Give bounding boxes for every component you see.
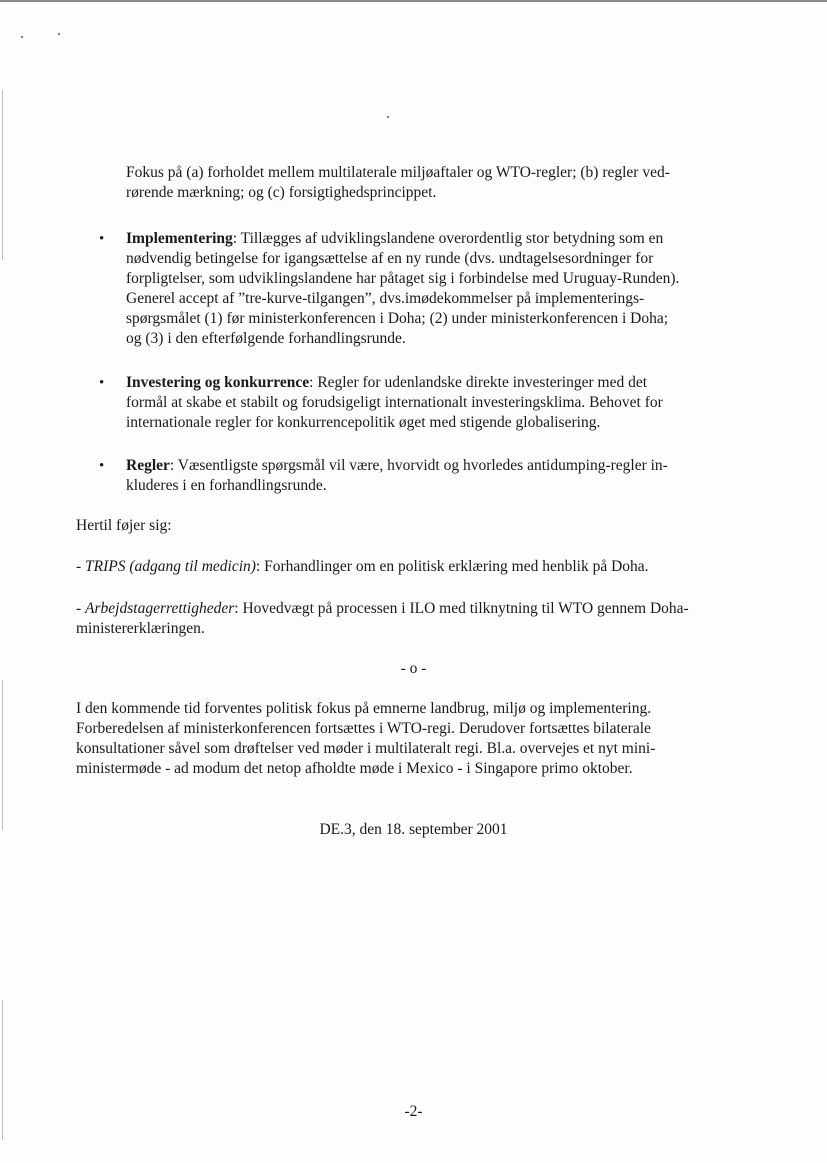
closing-line: Forberedelsen af ministerkonferencen fortsættes i WTO-regi. Derudover fortsættes bilaterale <box>76 720 651 737</box>
bullet-marker: • <box>99 375 105 391</box>
bullet-term: Implementering <box>126 230 233 247</box>
intro-line: rørende mærkning; og (c) forsigtighedsprincippet. <box>126 184 437 201</box>
bullet-line: : Tillægges af udviklingslandene overordentlig stor betydning som en <box>232 230 664 247</box>
dash-prefix: - <box>76 600 86 617</box>
trips-paragraph <box>76 557 756 577</box>
intro-line: Fokus på (a) forholdet mellem multilaterale miljøaftaler og WTO-regler; (b) regler ved- <box>126 164 670 181</box>
bullet-line: og (3) i den efterfølgende forhandlingsrunde. <box>126 330 406 347</box>
closing-line: konsultationer såvel som drøftelser ved møder i multilateralt regi. Bl.a. overvejes et nyt mini- <box>76 740 656 757</box>
trips-text: : Forhandlinger om en politisk erklæring med henblik på Doha. <box>255 558 649 575</box>
arbejd-topic: Arbejdstagerrettigheder <box>85 600 235 617</box>
scan-speck <box>387 116 389 118</box>
scan-left-edge <box>2 680 3 830</box>
signoff-date: DE.3, den 18. september 2001 <box>319 821 508 838</box>
closing-paragraph <box>76 699 756 779</box>
bullet-line: : Regler for udenlandske direkte investeringer med det <box>309 374 648 391</box>
bullet-regler <box>126 456 756 496</box>
bullet-line: kluderes i en forhandlingsrunde. <box>126 477 327 494</box>
trips-topic: TRIPS (adgang til medicin) <box>85 558 256 575</box>
closing-line: I den kommende tid forventes politisk fokus på emnerne landbrug, miljø og implementering. <box>76 700 652 717</box>
closing-line: ministermøde - ad modum det netop afholdte møde i Mexico - i Singapore primo oktober. <box>76 760 633 777</box>
bullet-implementering <box>126 229 756 349</box>
scan-speck <box>21 36 23 38</box>
bullet-marker: • <box>99 231 105 247</box>
bullet-line: : Væsentligste spørgsmål vil være, hvorvidt og hvorledes antidumping-regler in- <box>169 457 668 474</box>
page-number: -2- <box>404 1103 423 1120</box>
bullet-term: Regler <box>126 457 170 474</box>
scan-speck <box>58 33 60 35</box>
bullet-line: Generel accept af ”tre-kurve-tilgangen”, dvs.imødekommelser på implementerings- <box>126 290 645 307</box>
dash-prefix: - <box>76 558 86 575</box>
arbejd-text: : Hovedvægt på processen i ILO med tilknytning til WTO gennem Doha- <box>234 600 689 617</box>
hertil-line: Hertil føjer sig: <box>76 517 172 534</box>
scan-left-edge <box>2 90 3 260</box>
bullet-marker: • <box>99 458 105 474</box>
bullet-line: formål at skabe et stabilt og forudsigeligt internationalt investeringsklima. Behovet for <box>126 394 663 411</box>
bullet-line: internationale regler for konkurrencepolitik øget med stigende globalisering. <box>126 414 601 431</box>
section-separator: - o - <box>400 660 427 677</box>
bullet-line: forpligtelser, som udviklingslandene har påtaget sig i forbindelse med Uruguay-Runden). <box>126 270 680 287</box>
bullet-investering <box>126 373 756 433</box>
bullet-line: spørgsmålet (1) før ministerkonferencen i Doha; (2) under ministerkonferencen i Doha; <box>126 310 669 327</box>
intro-paragraph <box>126 163 746 203</box>
scan-top-edge <box>0 0 827 2</box>
arbejd-line2: ministererklæringen. <box>76 620 205 637</box>
arbejd-paragraph <box>76 599 756 639</box>
bullet-line: nødvendig betingelse for igangsættelse af en ny runde (dvs. undtagelsesordninger for <box>126 250 654 267</box>
bullet-term: Investering og konkurrence <box>126 374 310 391</box>
